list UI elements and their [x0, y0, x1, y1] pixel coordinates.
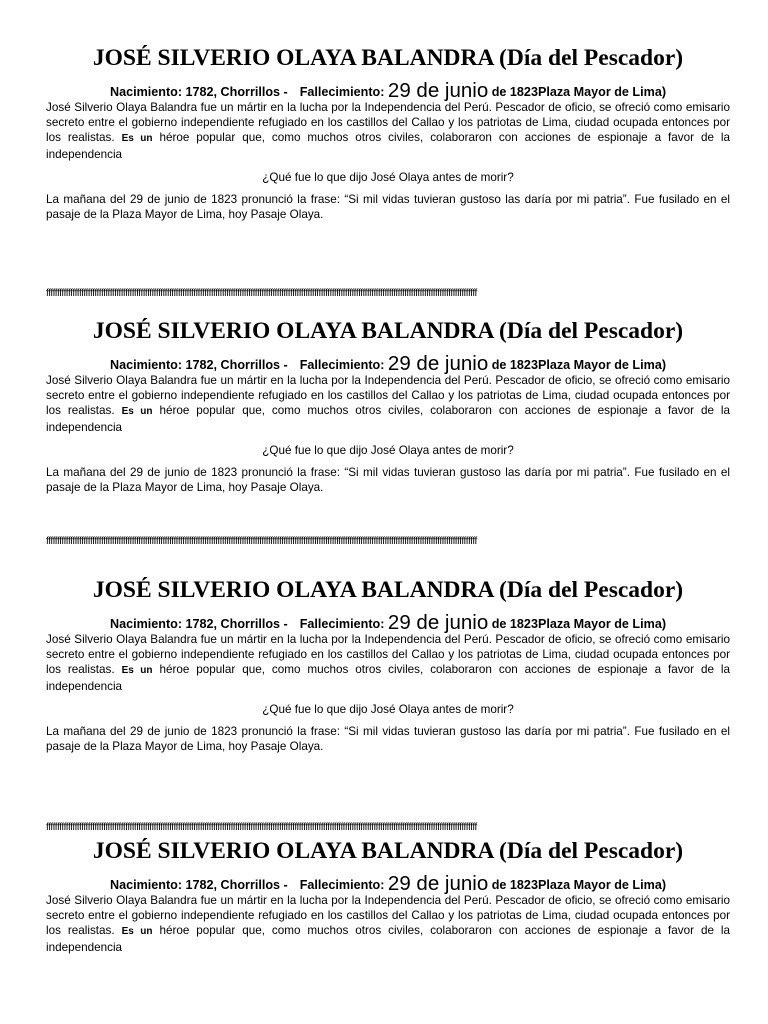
question: ¿Qué fue lo que dijo José Olaya antes de morir?	[262, 443, 514, 457]
entry-block-3	[46, 574, 730, 754]
answer: La mañana del 29 de junio de 1823 pronunció la frase: “Si mil vidas tuvieran gustoso las daría por mi patria”. Fue fusilado en el pasaje de la Plaza Mayor de Lima, hoy Pasaje Olaya.	[46, 466, 730, 495]
birth-text: Nacimiento: 1782, Chorrillos -	[109, 617, 288, 631]
birth-text: Nacimiento: 1782, Chorrillos -	[109, 85, 288, 99]
birth-text: Nacimiento: 1782, Chorrillos -	[109, 358, 288, 372]
death-place: de 1823Plaza Mayor de Lima)	[488, 358, 667, 372]
question: ¿Qué fue lo que dijo José Olaya antes de morir?	[262, 702, 514, 716]
entry-block-2	[46, 315, 730, 495]
entry-title: JOSÉ SILVERIO OLAYA BALANDRA (Día del Pescador)	[92, 318, 684, 344]
separator-line: ffffffffffffffffffffffffffffffffffffffffffffffffffffffffffffffffffffffffffffffffffffffffffffffffffffffffffffffffffffffffffffffffffffffffffffffffffffffffffffffffffffffffffffffffffffffffffffffffffff	[46, 822, 477, 833]
death-label: Fallecimiento:	[299, 85, 385, 99]
birth-death-line	[46, 79, 730, 102]
entry-block-1	[46, 42, 730, 222]
birth-text: Nacimiento: 1782, Chorrillos -	[109, 878, 288, 892]
separator-line: ffffffffffffffffffffffffffffffffffffffffffffffffffffffffffffffffffffffffffffffffffffffffffffffffffffffffffffffffffffffffffffffffffffffffffffffffffffffffffffffffffffffffffffffffffffffffffffffffffff	[46, 288, 477, 299]
death-place: de 1823Plaza Mayor de Lima)	[488, 878, 667, 892]
entry-title: JOSÉ SILVERIO OLAYA BALANDRA (Día del Pescador)	[92, 838, 684, 864]
separator-line: ffffffffffffffffffffffffffffffffffffffffffffffffffffffffffffffffffffffffffffffffffffffffffffffffffffffffffffffffffffffffffffffffffffffffffffffffffffffffffffffffffffffffffffffffffffffffffffffffffff	[46, 536, 477, 547]
death-label: Fallecimiento:	[299, 878, 385, 892]
entry-title: JOSÉ SILVERIO OLAYA BALANDRA (Día del Pescador)	[92, 577, 684, 603]
death-label: Fallecimiento:	[299, 358, 385, 372]
biography: José Silverio Olaya Balandra fue un mártir en la lucha por la Independencia del Perú. Pescador de oficio, se ofreció como emisario secreto entre el gobierno independiente refugiado en los castillos del Callao y los patriotas de Lima, ciudad ocupada entonces por los realistas. Es un héroe popular que, como muchos otros civiles, colaboraron con acciones de espionaje a favor de la independencia	[46, 633, 730, 693]
question: ¿Qué fue lo que dijo José Olaya antes de morir?	[262, 170, 514, 184]
biography: José Silverio Olaya Balandra fue un mártir en la lucha por la Independencia del Perú. Pescador de oficio, se ofreció como emisario secreto entre el gobierno independiente refugiado en los castillos del Callao y los patriotas de Lima, ciudad ocupada entonces por los realistas. Es un héroe popular que, como muchos otros civiles, colaboraron con acciones de espionaje a favor de la independencia	[46, 101, 730, 161]
death-date: 29 de junio	[387, 611, 489, 634]
birth-death-line	[46, 352, 730, 375]
birth-death-line	[46, 611, 730, 634]
death-label: Fallecimiento:	[299, 617, 385, 631]
death-place: de 1823Plaza Mayor de Lima)	[488, 85, 667, 99]
entry-title: JOSÉ SILVERIO OLAYA BALANDRA (Día del Pescador)	[92, 45, 684, 71]
death-date: 29 de junio	[387, 79, 489, 102]
birth-death-line	[46, 872, 730, 895]
biography: José Silverio Olaya Balandra fue un mártir en la lucha por la Independencia del Perú. Pescador de oficio, se ofreció como emisario secreto entre el gobierno independiente refugiado en los castillos del Callao y los patriotas de Lima, ciudad ocupada entonces por los realistas. Es un héroe popular que, como muchos otros civiles, colaboraron con acciones de espionaje a favor de la independencia	[46, 374, 730, 434]
entry-block-4	[46, 835, 730, 955]
death-place: de 1823Plaza Mayor de Lima)	[488, 617, 667, 631]
death-date: 29 de junio	[387, 872, 489, 895]
death-date: 29 de junio	[387, 352, 489, 375]
biography: José Silverio Olaya Balandra fue un mártir en la lucha por la Independencia del Perú. Pescador de oficio, se ofreció como emisario secreto entre el gobierno independiente refugiado en los castillos del Callao y los patriotas de Lima, ciudad ocupada entonces por los realistas. Es un héroe popular que, como muchos otros civiles, colaboraron con acciones de espionaje a favor de la independencia	[46, 894, 730, 954]
answer: La mañana del 29 de junio de 1823 pronunció la frase: “Si mil vidas tuvieran gustoso las daría por mi patria”. Fue fusilado en el pasaje de la Plaza Mayor de Lima, hoy Pasaje Olaya.	[46, 193, 730, 222]
answer: La mañana del 29 de junio de 1823 pronunció la frase: “Si mil vidas tuvieran gustoso las daría por mi patria”. Fue fusilado en el pasaje de la Plaza Mayor de Lima, hoy Pasaje Olaya.	[46, 725, 730, 754]
